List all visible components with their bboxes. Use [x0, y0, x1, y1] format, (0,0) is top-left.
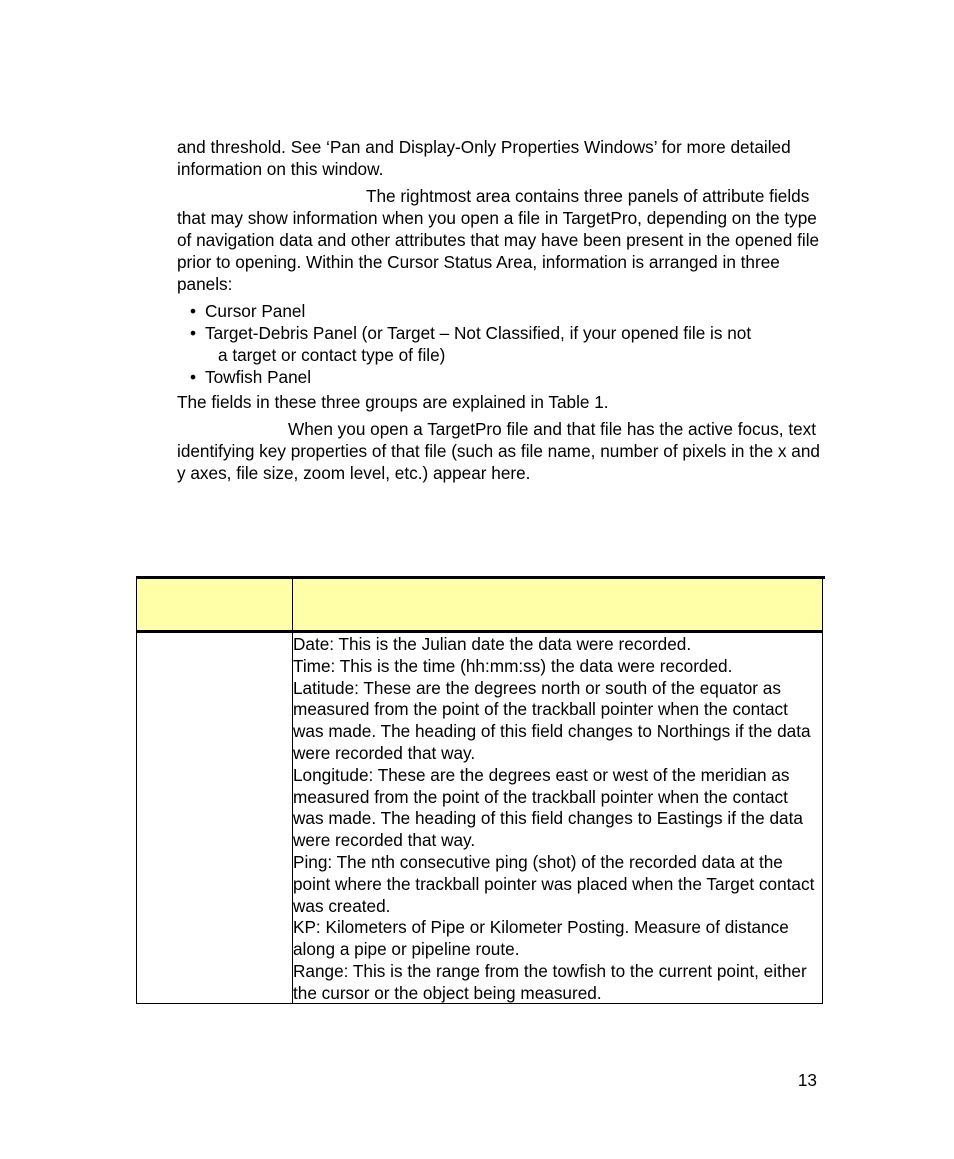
bullet-text-continued: a target or contact type of file)	[218, 345, 446, 365]
table-description-cell	[293, 634, 821, 1005]
table-header-divider	[292, 579, 293, 630]
bullet-icon: •	[190, 301, 197, 321]
table-row	[136, 633, 823, 1004]
paragraph-threshold: and threshold. See ‘Pan and Display-Only Properties Windows’ for more detailed information on this window.	[177, 137, 791, 179]
table-header-row	[136, 579, 823, 630]
field-kp-description: KP: Kilometers of Pipe or Kilometer Posting. Measure of distance along a pipe or pipeline route.	[293, 917, 789, 960]
field-latitude-description: Latitude: These are the degrees north or south of the equator as measured from the point of the trackball pointer when the contact was made. The heading of this field changes to Northings if the data were recorded that way.	[293, 677, 811, 763]
bullet-text: Target-Debris Panel (or Target – Not Classified, if your opened file is not	[205, 323, 752, 343]
bullet-item-cursor-panel	[189, 300, 819, 322]
bullet-icon: •	[190, 323, 197, 343]
fields-table	[136, 576, 823, 1004]
bullet-icon: •	[190, 367, 197, 387]
paragraph-table-reference: The fields in these three groups are explained in Table 1.	[177, 392, 609, 412]
field-date-description: Date: This is the Julian date the data were recorded.	[293, 634, 692, 654]
page-number: 13	[797, 1070, 817, 1090]
field-ping-description: Ping: The nth consecutive ping (shot) of the recorded data at the point where the trackball pointer was placed when the Target contact was created.	[293, 851, 815, 916]
field-time-description: Time: This is the time (hh:mm:ss) the data were recorded.	[293, 655, 733, 676]
panel-bullet-list	[189, 300, 819, 388]
field-range-description: Range: This is the range from the towfish to the current point, either the cursor or the object being measured.	[293, 960, 807, 1003]
bullet-item-target-debris-panel	[189, 322, 819, 366]
paragraph-rightmost-area: The rightmost area contains three panels of attribute fields that may show information when you open a file in TargetPro, depending on the type of navigation data and other attributes that may have been present in the opened file prior to opening. Within the Cursor Status Area, information is arranged in three panels:	[177, 186, 820, 294]
bullet-text: Towfish Panel	[205, 367, 312, 387]
bullet-item-towfish-panel	[189, 366, 819, 388]
paragraph-file-info: When you open a TargetPro file and that file has the active focus, text identifying key properties of that file (such as file name, number of pixels in the x and y axes, file size, zoom level, etc.) appear here.	[177, 419, 820, 483]
field-longitude-description: Longitude: These are the degrees east or west of the meridian as measured from the point of the trackball pointer when the contact was made. The heading of this field changes to Eastings if the data were recorded that way.	[293, 764, 803, 851]
bullet-text: Cursor Panel	[205, 301, 306, 321]
